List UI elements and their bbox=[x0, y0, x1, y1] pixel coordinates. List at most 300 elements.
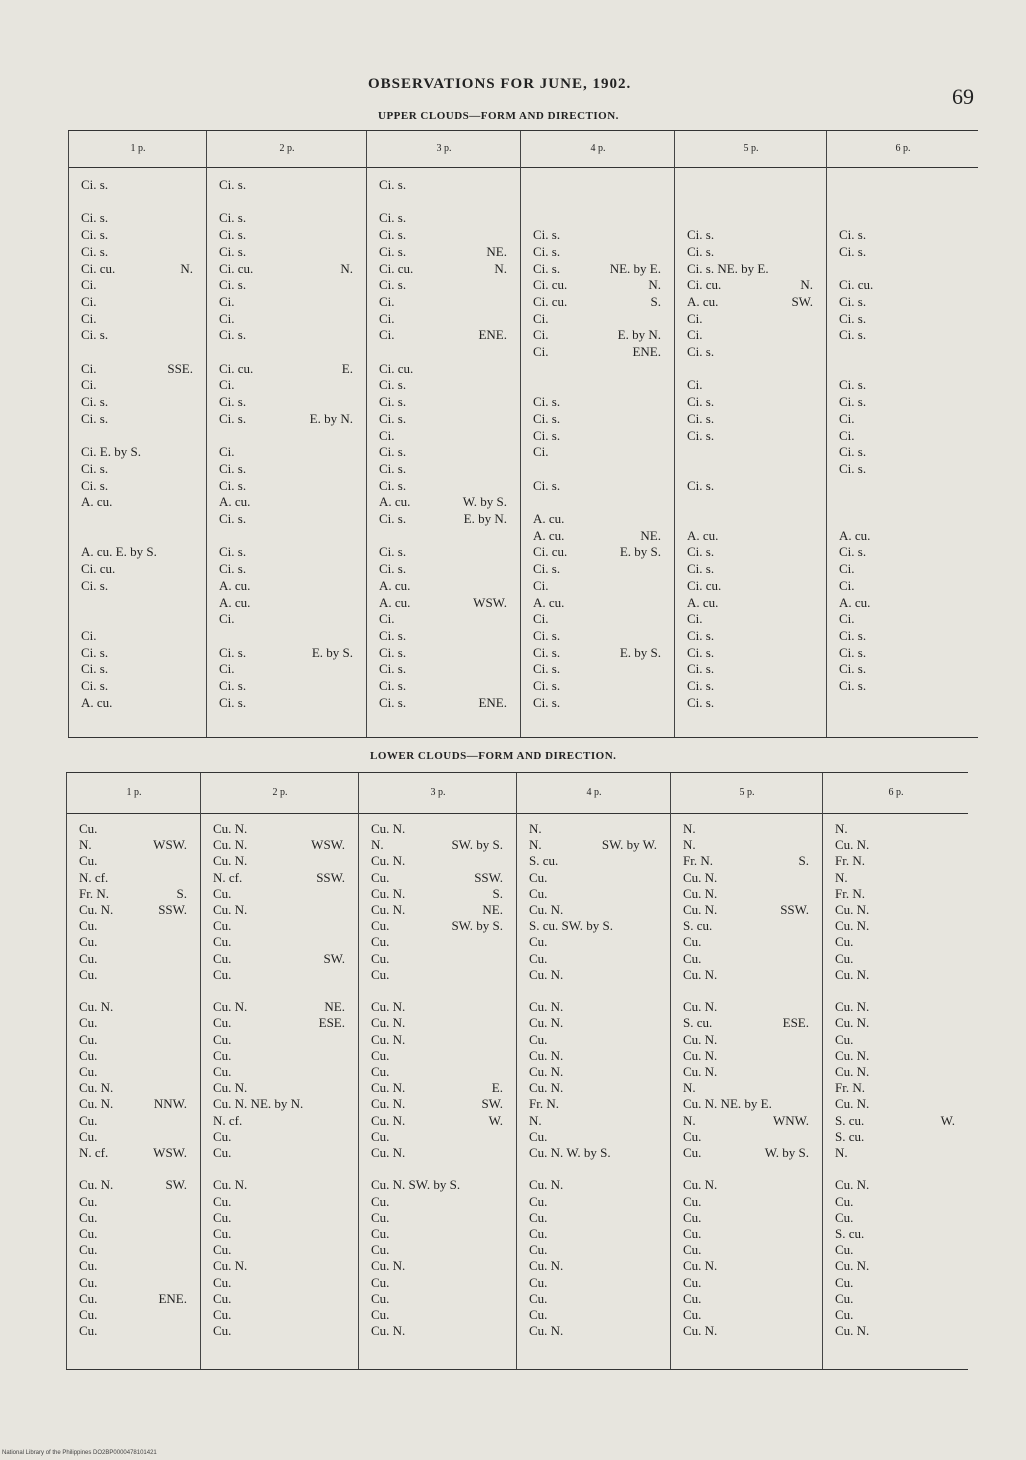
cloud-form: Cu. N. bbox=[529, 1047, 564, 1063]
cloud-form: Cu. bbox=[79, 1290, 98, 1306]
cloud-form: Ci. s. bbox=[379, 678, 407, 693]
cloud-form: N. bbox=[529, 821, 542, 836]
cloud-direction: E. by S. bbox=[311, 644, 353, 660]
cloud-form: Ci. s. bbox=[533, 661, 561, 677]
cloud-form: Ci. bbox=[219, 310, 235, 326]
cloud-form: Cu. bbox=[835, 1209, 854, 1225]
cloud-form: A. cu. E. by S. bbox=[81, 544, 157, 560]
column-header: 2 p. bbox=[279, 143, 295, 154]
cloud-form: Cu. N. NE. by E. bbox=[683, 1096, 772, 1112]
cloud-form: Cu. bbox=[835, 1307, 854, 1322]
cloud-form: Ci. s. bbox=[379, 694, 407, 710]
cloud-form: Cu. bbox=[529, 1193, 548, 1209]
cloud-direction: ESE. bbox=[318, 1015, 345, 1031]
cloud-form: A. cu. bbox=[219, 494, 251, 510]
cloud-form: Ci. bbox=[687, 327, 703, 343]
cloud-form: Cu. N. bbox=[529, 1258, 564, 1274]
page-title: OBSERVATIONS FOR JUNE, 1902. bbox=[368, 76, 632, 92]
cloud-form: Cu. N. bbox=[213, 999, 248, 1015]
lower-clouds-table bbox=[66, 772, 968, 1370]
cloud-form: Cu. bbox=[213, 950, 232, 966]
cloud-form: Cu. bbox=[529, 1290, 548, 1306]
cloud-direction: NE. by E. bbox=[609, 260, 661, 276]
cloud-form: Cu. N. bbox=[683, 1031, 718, 1047]
cloud-direction: W. bbox=[488, 1112, 503, 1128]
cloud-form: N. bbox=[835, 869, 848, 885]
cloud-form: Ci. s. bbox=[219, 277, 247, 293]
cloud-direction: SW. bbox=[165, 1177, 187, 1193]
lower-clouds-subtitle: LOWER CLOUDS—FORM AND DIRECTION. bbox=[370, 750, 617, 762]
cloud-direction: NE. bbox=[640, 527, 661, 543]
cloud-form: Cu. bbox=[371, 1274, 390, 1290]
cloud-form: Cu. N. bbox=[529, 1015, 564, 1031]
column-5 bbox=[826, 131, 979, 737]
cloud-form: Cu. bbox=[79, 1064, 98, 1079]
cloud-form: Cu. N. bbox=[835, 1047, 870, 1063]
cloud-form: Cu. N. bbox=[213, 902, 248, 917]
cloud-form: Cu. N. bbox=[213, 1258, 248, 1274]
cloud-form: Cu. N. bbox=[683, 1258, 718, 1274]
cloud-direction: SW. bbox=[323, 950, 345, 966]
cloud-form: Ci. s. bbox=[379, 277, 407, 293]
cloud-form: Ci. s. bbox=[379, 661, 407, 677]
cloud-form: Ci. bbox=[81, 377, 97, 393]
cloud-form: Cu. bbox=[371, 966, 390, 982]
cloud-form: Ci. bbox=[533, 611, 549, 627]
cloud-direction: S. bbox=[176, 885, 187, 901]
cloud-direction: E. bbox=[491, 1080, 503, 1096]
cloud-form: Ci. s. bbox=[81, 410, 109, 426]
cloud-form: Ci. s. bbox=[533, 561, 561, 577]
cloud-direction: ENE. bbox=[632, 344, 661, 359]
cloud-form: Ci. bbox=[81, 310, 97, 326]
cloud-form: Cu. N. bbox=[79, 1177, 114, 1193]
cloud-form: Ci. s. bbox=[219, 177, 247, 192]
cloud-direction: SSW. bbox=[158, 902, 187, 917]
cloud-form: Ci. s. bbox=[81, 227, 109, 243]
column-header: 4 p. bbox=[590, 143, 606, 154]
cloud-form: Ci. bbox=[219, 293, 235, 309]
cloud-form: Cu. N. bbox=[79, 999, 114, 1015]
cloud-form: Ci. bbox=[81, 277, 97, 293]
cloud-form: N. bbox=[683, 821, 696, 836]
cloud-form: Cu. N. bbox=[683, 885, 718, 901]
cloud-form: Cu. bbox=[529, 1209, 548, 1225]
cloud-form: Cu. N. bbox=[835, 999, 870, 1015]
cloud-form: Ci. s. bbox=[533, 410, 561, 426]
cloud-form: Cu. N. bbox=[79, 1096, 114, 1112]
cloud-form: Ci. s. bbox=[687, 394, 715, 410]
cloud-form: Ci. s. bbox=[219, 227, 247, 243]
cloud-form: Ci. bbox=[81, 360, 97, 376]
column-0 bbox=[66, 773, 201, 1369]
cloud-form: Ci. s. bbox=[219, 694, 247, 710]
cloud-form: N. bbox=[529, 837, 542, 853]
cloud-form: Cu. N. bbox=[683, 902, 718, 917]
cloud-form: Ci. s. bbox=[379, 444, 407, 460]
cloud-form: A. cu. bbox=[839, 594, 871, 610]
cloud-form: Cu. bbox=[835, 934, 854, 950]
cloud-form: S. cu. bbox=[835, 1112, 865, 1128]
cloud-form: Ci. bbox=[379, 611, 395, 627]
cloud-direction: SSW. bbox=[316, 869, 345, 885]
cloud-form: Ci. bbox=[687, 310, 703, 326]
cloud-form: Ci. s. bbox=[379, 460, 407, 476]
cloud-form: N. cf. bbox=[79, 1145, 109, 1160]
cloud-form: Cu. N. bbox=[371, 1031, 406, 1047]
cloud-form: Cu. bbox=[371, 1064, 390, 1079]
cloud-form: Ci. s. bbox=[219, 477, 247, 493]
cloud-form: Cu. bbox=[213, 1145, 232, 1160]
cloud-form: Ci. cu. bbox=[81, 260, 116, 276]
cloud-form: Ci. s. bbox=[533, 243, 561, 259]
cloud-form: Cu. bbox=[683, 1145, 702, 1160]
cloud-form: Cu. N. bbox=[371, 1096, 406, 1112]
cloud-form: Cu. N. bbox=[835, 1258, 870, 1274]
cloud-form: Ci. bbox=[219, 661, 235, 677]
cloud-form: Ci. cu. bbox=[533, 544, 568, 560]
cloud-form: Ci. s. bbox=[687, 561, 715, 577]
cloud-form: Cu. bbox=[371, 1193, 390, 1209]
cloud-form: Ci. s. bbox=[219, 410, 247, 426]
cloud-form: Cu. bbox=[79, 1242, 98, 1258]
cloud-form: Ci. s. bbox=[81, 177, 109, 192]
cloud-form: Cu. N. bbox=[683, 966, 718, 982]
cloud-form: N. bbox=[529, 1112, 542, 1128]
cloud-form: Cu. N. bbox=[835, 1323, 870, 1339]
cloud-form: Ci. cu. bbox=[81, 561, 116, 577]
cloud-form: Cu. N. bbox=[683, 1177, 718, 1193]
cloud-form: Cu. bbox=[371, 1128, 390, 1144]
cloud-form: Fr. N. bbox=[835, 885, 865, 901]
cloud-form: Cu. bbox=[529, 1242, 548, 1258]
cloud-form: Fr. N. bbox=[529, 1096, 559, 1112]
cloud-form: Cu. bbox=[835, 1290, 854, 1306]
cloud-form: Ci. s. bbox=[219, 644, 247, 660]
cloud-form: Cu. N. bbox=[371, 1015, 406, 1031]
cloud-form: Ci. bbox=[687, 377, 703, 393]
cloud-form: Ci. s. bbox=[219, 210, 247, 226]
cloud-form: Ci. s. bbox=[533, 427, 561, 443]
cloud-form: Ci. s. bbox=[839, 394, 867, 410]
cloud-form: Ci. s. bbox=[839, 444, 867, 460]
cloud-form: Ci. s. NE. by E. bbox=[687, 260, 769, 276]
column-1 bbox=[206, 131, 367, 737]
cloud-direction: WSW. bbox=[153, 837, 187, 853]
cloud-form: Ci. cu. bbox=[219, 260, 254, 276]
cloud-form: N. bbox=[835, 821, 848, 836]
cloud-form: Cu. bbox=[529, 1307, 548, 1322]
column-header: 3 p. bbox=[430, 787, 446, 798]
cloud-direction: SSE. bbox=[167, 360, 193, 376]
cloud-form: Cu. N. bbox=[529, 1064, 564, 1079]
cloud-form: Cu. N. bbox=[835, 837, 870, 853]
cloud-form: Ci. s. bbox=[533, 394, 561, 410]
cloud-form: Cu. bbox=[529, 1226, 548, 1241]
cloud-form: Cu. bbox=[371, 950, 390, 966]
cloud-form: Ci. cu. bbox=[379, 360, 414, 376]
cloud-form: Ci. s. bbox=[839, 293, 867, 309]
column-header: 4 p. bbox=[586, 787, 602, 798]
cloud-form: Cu. N. bbox=[213, 853, 248, 869]
cloud-form: Ci. s. bbox=[533, 694, 561, 710]
cloud-form: Cu. N. bbox=[835, 1177, 870, 1193]
cloud-form: Cu. bbox=[79, 1047, 98, 1063]
cloud-direction: S. bbox=[492, 885, 503, 901]
cloud-form: Ci. s. bbox=[687, 694, 715, 710]
column-5 bbox=[822, 773, 969, 1369]
cloud-form: A. cu. bbox=[379, 577, 411, 593]
cloud-form: Cu. N. bbox=[683, 1047, 718, 1063]
column-header: 3 p. bbox=[436, 143, 452, 154]
cloud-form: Ci. bbox=[219, 377, 235, 393]
cloud-form: Cu. bbox=[835, 1031, 854, 1047]
cloud-form: Ci. bbox=[533, 344, 549, 359]
cloud-form: Ci. bbox=[839, 577, 855, 593]
cloud-form: Cu. bbox=[79, 1128, 98, 1144]
cloud-form: Cu. N. bbox=[371, 999, 406, 1015]
cloud-direction: S. bbox=[650, 293, 661, 309]
cloud-form: Ci. bbox=[687, 611, 703, 627]
upper-clouds-subtitle: UPPER CLOUDS—FORM AND DIRECTION. bbox=[378, 110, 619, 122]
cloud-form: S. cu. bbox=[835, 1128, 865, 1144]
cloud-direction: N. bbox=[494, 260, 507, 276]
cloud-form: Cu. bbox=[371, 1209, 390, 1225]
cloud-form: Ci. s. bbox=[839, 627, 867, 643]
cloud-form: Cu. bbox=[213, 918, 232, 934]
cloud-form: Ci. s. bbox=[81, 477, 109, 493]
cloud-direction: N. bbox=[180, 260, 193, 276]
cloud-form: Cu. bbox=[529, 885, 548, 901]
cloud-form: Ci. s. bbox=[839, 661, 867, 677]
cloud-form: A. cu. bbox=[533, 511, 565, 526]
column-3 bbox=[520, 131, 675, 737]
cloud-form: Ci. s. bbox=[219, 511, 247, 526]
cloud-form: Cu. N. bbox=[529, 999, 564, 1015]
cloud-form: Ci. bbox=[219, 444, 235, 460]
cloud-form: Cu. bbox=[79, 1031, 98, 1047]
cloud-form: S. cu. bbox=[529, 853, 559, 869]
cloud-form: A. cu. bbox=[81, 694, 113, 710]
cloud-form: Fr. N. bbox=[79, 885, 109, 901]
column-1 bbox=[200, 773, 359, 1369]
page-number: 69 bbox=[952, 84, 974, 109]
cloud-form: Ci. s. bbox=[839, 678, 867, 693]
cloud-form: Cu. bbox=[213, 1242, 232, 1258]
cloud-form: Cu. N. bbox=[529, 1177, 564, 1193]
cloud-form: A. cu. bbox=[379, 594, 411, 610]
cloud-form: Ci. bbox=[839, 561, 855, 577]
cloud-form: Cu. bbox=[683, 950, 702, 966]
cloud-direction: E. bbox=[341, 360, 353, 376]
cloud-form: Cu. N. bbox=[79, 902, 114, 917]
cloud-form: Ci. s. bbox=[379, 410, 407, 426]
cloud-form: Cu. N. bbox=[371, 1145, 406, 1160]
cloud-form: Cu. N. bbox=[835, 1096, 870, 1112]
cloud-form: Ci. s. bbox=[219, 544, 247, 560]
cloud-direction: N. bbox=[800, 277, 813, 293]
cloud-form: Cu. bbox=[79, 1307, 98, 1322]
cloud-form: Ci. cu. bbox=[839, 277, 874, 293]
cloud-form: Ci. s. bbox=[81, 243, 109, 259]
cloud-form: A. cu. bbox=[533, 527, 565, 543]
cloud-form: Cu. bbox=[683, 1242, 702, 1258]
cloud-form: N. cf. bbox=[213, 1112, 243, 1128]
cloud-form: Cu. bbox=[371, 918, 390, 934]
cloud-direction: E. by S. bbox=[619, 644, 661, 660]
cloud-form: Cu. bbox=[213, 1226, 232, 1241]
cloud-form: Ci. bbox=[81, 627, 97, 643]
cloud-form: Ci. s. bbox=[533, 644, 561, 660]
cloud-form: A. cu. bbox=[687, 527, 719, 543]
cloud-form: Ci. s. bbox=[839, 327, 867, 343]
cloud-form: Ci. s. bbox=[533, 227, 561, 243]
cloud-form: Cu. N. bbox=[371, 885, 406, 901]
cloud-form: Ci. cu. bbox=[687, 277, 722, 293]
cloud-form: Ci. bbox=[379, 310, 395, 326]
cloud-form: Cu. bbox=[213, 1015, 232, 1031]
cloud-form: N. bbox=[683, 837, 696, 853]
cloud-form: Cu. bbox=[371, 934, 390, 950]
cloud-form: Cu. bbox=[371, 869, 390, 885]
cloud-form: Cu. N. bbox=[683, 1323, 718, 1339]
cloud-form: Ci. s. bbox=[687, 344, 715, 359]
cloud-form: Cu. bbox=[79, 1193, 98, 1209]
cloud-form: Cu. bbox=[683, 1193, 702, 1209]
cloud-form: S. cu. bbox=[835, 1226, 865, 1241]
cloud-form: Ci. s. bbox=[379, 627, 407, 643]
cloud-form: Cu. N. bbox=[213, 1080, 248, 1096]
cloud-form: Cu. N. bbox=[835, 902, 870, 917]
cloud-direction: ENE. bbox=[478, 327, 507, 343]
cloud-form: Cu. bbox=[213, 1290, 232, 1306]
cloud-form: Cu. bbox=[79, 950, 98, 966]
cloud-form: Cu. bbox=[683, 1209, 702, 1225]
cloud-form: S. cu. SW. by S. bbox=[529, 918, 614, 934]
cloud-form: Ci. E. by S. bbox=[81, 444, 141, 460]
cloud-form: A. cu. bbox=[839, 527, 871, 543]
cloud-form: Ci. s. bbox=[379, 210, 407, 226]
cloud-form: N. cf. bbox=[213, 869, 243, 885]
cloud-form: Ci. s. bbox=[687, 661, 715, 677]
cloud-form: Ci. s. bbox=[219, 394, 247, 410]
cloud-form: Cu. N. W. by S. bbox=[529, 1145, 611, 1160]
cloud-form: Ci. s. bbox=[379, 227, 407, 243]
cloud-form: S. cu. bbox=[683, 918, 713, 934]
cloud-form: Ci. s. bbox=[379, 394, 407, 410]
cloud-direction: WSW. bbox=[153, 1145, 187, 1160]
cloud-form: Ci. s. bbox=[379, 644, 407, 660]
cloud-form: Cu. N. bbox=[835, 918, 870, 934]
cloud-form: Ci. cu. bbox=[379, 260, 414, 276]
cloud-form: Cu. bbox=[79, 1258, 98, 1274]
cloud-form: Ci. s. bbox=[379, 177, 407, 192]
cloud-form: Ci. s. bbox=[839, 544, 867, 560]
cloud-form: Cu. bbox=[79, 1112, 98, 1128]
cloud-form: Cu. N. bbox=[529, 1080, 564, 1096]
cloud-form: Ci. s. bbox=[839, 644, 867, 660]
cloud-direction: N. bbox=[648, 277, 661, 293]
cloud-form: Ci. s. bbox=[219, 678, 247, 693]
cloud-form: Cu. N. bbox=[371, 1112, 406, 1128]
cloud-form: Ci. bbox=[379, 327, 395, 343]
cloud-form: Ci. s. bbox=[379, 243, 407, 259]
cloud-form: Cu. N. bbox=[683, 1064, 718, 1079]
cloud-form: Cu. bbox=[683, 1128, 702, 1144]
column-4 bbox=[670, 773, 823, 1369]
cloud-direction: SSW. bbox=[474, 869, 503, 885]
cloud-form: Ci. bbox=[379, 427, 395, 443]
cloud-form: Ci. cu. bbox=[687, 577, 722, 593]
cloud-form: Ci. s. bbox=[219, 327, 247, 343]
cloud-form: Cu. bbox=[79, 1323, 98, 1339]
cloud-form: Cu. N. bbox=[371, 853, 406, 869]
cloud-form: Cu. bbox=[371, 1307, 390, 1322]
cloud-form: Cu. bbox=[79, 1226, 98, 1241]
cloud-form: Cu. bbox=[371, 1226, 390, 1241]
cloud-form: Ci. bbox=[839, 427, 855, 443]
cloud-form: N. bbox=[683, 1112, 696, 1128]
column-4 bbox=[674, 131, 827, 737]
cloud-form: Ci. s. bbox=[839, 377, 867, 393]
cloud-form: Cu. N. bbox=[213, 821, 248, 836]
column-header: 5 p. bbox=[743, 143, 759, 154]
column-header: 5 p. bbox=[739, 787, 755, 798]
column-2 bbox=[358, 773, 517, 1369]
cloud-direction: W. by S. bbox=[462, 494, 507, 510]
cloud-form: Ci. s. bbox=[81, 210, 109, 226]
cloud-form: Ci. s. bbox=[379, 477, 407, 493]
cloud-direction: NNW. bbox=[153, 1096, 187, 1112]
cloud-form: Ci. s. bbox=[219, 243, 247, 259]
cloud-form: A. cu. bbox=[533, 594, 565, 610]
cloud-form: Cu. bbox=[371, 1047, 390, 1063]
cloud-form: N. cf. bbox=[79, 869, 109, 885]
cloud-form: Ci. cu. bbox=[533, 293, 568, 309]
cloud-form: Cu. bbox=[79, 1209, 98, 1225]
cloud-form: Cu. N. bbox=[371, 1323, 406, 1339]
cloud-form: Ci. bbox=[219, 611, 235, 627]
cloud-form: Cu. bbox=[79, 1015, 98, 1031]
cloud-form: Cu. N. bbox=[213, 1177, 248, 1193]
cloud-direction: E. by N. bbox=[309, 410, 353, 426]
cloud-form: Ci. s. bbox=[533, 678, 561, 693]
cloud-form: Cu. bbox=[529, 1128, 548, 1144]
cloud-direction: N. bbox=[340, 260, 353, 276]
cloud-direction: WNW. bbox=[773, 1112, 809, 1128]
cloud-form: Cu. bbox=[79, 966, 98, 982]
column-header: 6 p. bbox=[888, 787, 904, 798]
cloud-form: Ci. s. bbox=[81, 394, 109, 410]
cloud-form: Cu. bbox=[529, 1031, 548, 1047]
cloud-form: N. bbox=[371, 837, 384, 853]
cloud-form: Cu. bbox=[213, 1047, 232, 1063]
cloud-form: Ci. s. bbox=[687, 477, 715, 493]
cloud-direction: WSW. bbox=[311, 837, 345, 853]
cloud-form: N. bbox=[79, 837, 92, 853]
cloud-form: Ci. s. bbox=[839, 227, 867, 243]
cloud-form: Cu. N. NE. by N. bbox=[213, 1096, 304, 1112]
cloud-form: S. cu. bbox=[683, 1015, 713, 1031]
cloud-form: Ci. s. bbox=[687, 544, 715, 560]
cloud-form: Ci. cu. bbox=[533, 277, 568, 293]
cloud-form: Ci. bbox=[533, 577, 549, 593]
cloud-form: Ci. bbox=[533, 327, 549, 343]
cloud-form: Cu. N. bbox=[371, 1080, 406, 1096]
cloud-direction: ENE. bbox=[478, 694, 507, 710]
cloud-form: Ci. s. bbox=[81, 460, 109, 476]
cloud-form: Cu. N. bbox=[529, 902, 564, 917]
